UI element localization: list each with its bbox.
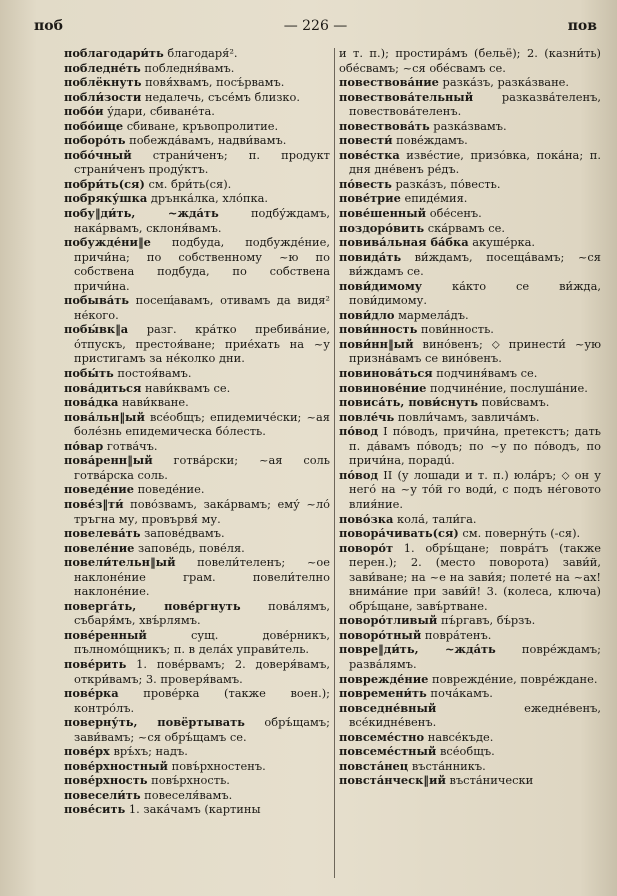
dictionary-entry [339,177,601,192]
entry-headword: повествова́ние [339,75,439,90]
entry-headword: пове́рх [64,744,110,759]
entry-definition: готва́рски; ~ая соль готва́рска соль. [74,453,330,482]
entry-definition: все́общъ; епидемиче́ски; ~ая боле́знь епидемическа бо́лесть. [74,409,330,439]
entry-headword: поворо́тливый [339,613,438,628]
dictionary-entry [64,148,330,177]
entry-headword: пови́нность [339,322,418,337]
entry-headword: пове́стка [339,147,400,162]
entry-definition: благодаря́². [163,46,238,60]
entry-definition: повра́тенъ. [421,627,492,642]
entry-headword: повеле́ние [64,540,135,555]
entry-headword: пове́ренный [64,627,147,642]
entry-definition: разг. кра́тко пребива́ние, о́тпускъ, престоя́ване; прие́хать на ~у пристигамъ за не́колко дни. [74,322,330,366]
dictionary-entry [64,802,330,817]
entry-headword: повествова́тельный [339,89,474,104]
dictionary-entry [339,235,601,250]
entry-headword: по́вар [64,438,104,453]
entry-headword: повида́ть [339,249,402,264]
entry-definition: ска́рвамъ се. [424,220,505,235]
dictionary-entry [64,526,330,541]
entry-headword: повседне́вный [339,700,437,715]
dictionary-entry [64,104,330,119]
entry-definition: прове́рка (также воен.); контро́лъ. [74,686,330,715]
dictionary-entry [339,672,601,687]
dictionary-entry [64,715,330,744]
dictionary-entry [339,701,601,730]
entry-definition: у́дари, сбиване́та. [103,104,215,119]
entry-definition: запове́дь, пове́ля. [134,540,245,555]
entry-headword: повелева́ть [64,526,141,541]
entry-definition: разка́звамъ. [429,118,507,133]
dictionary-entry [64,686,330,715]
entry-headword: поверга́ть, пове́ргнуть [64,598,241,613]
dictionary-entry [339,424,601,468]
dictionary-entry [64,75,330,90]
entry-headword: повели́тельн‖ый [64,555,176,570]
entry-definition: въста́нически [445,773,534,788]
entry-headword: по́весть [339,176,392,191]
entry-definition: пъ́ргавъ, бъ́рзъ. [437,613,536,628]
dictionary-entry [339,75,601,90]
entry-headword: поблёкнуть [64,75,142,90]
entry-definition: обръ́щамъ; зави́вамъ; ~ся обръ́щамъ се. [74,715,331,744]
dictionary-entry [339,308,601,323]
dictionary-entry [339,191,601,206]
entry-definition: пове́ждамъ. [392,133,468,148]
right-column [339,46,601,788]
entry-definition: повъ́рхность. [147,773,230,788]
entry-headword: поблагодари́ть [64,46,164,60]
dictionary-entry [339,395,601,410]
entry-definition: разка́зъ, по́весть. [391,176,501,191]
entry-definition: поча́камъ. [426,686,493,701]
dictionary-entry [64,744,330,759]
entry-headword: по́вод [339,424,379,439]
dictionary-entry [64,482,330,497]
dictionary-entry [64,773,330,788]
entry-definition: см. поверну́ть (-ся). [458,526,581,541]
entry-headword: побо́и [64,104,104,119]
entry-definition: разказва́теленъ, повествова́теленъ. [349,89,601,119]
dictionary-entry [339,468,601,512]
entry-headword: повествова́ть [339,118,430,133]
entry-headword: поверну́ть, повёртывать [64,715,245,730]
entry-definition: повли́чамъ, завлича́мъ. [394,409,540,424]
dictionary-entry [339,526,601,541]
dictionary-entry [339,221,601,236]
entry-definition: ка́кто се ви́жда, пови́димому. [349,278,601,308]
entry-headword: пова́ренн‖ый [64,453,153,468]
dictionary-entry [64,453,330,482]
dictionary-entry [64,293,330,322]
dictionary-entry [339,46,601,75]
entry-headword: повсеме́стный [339,744,437,759]
entry-headword: побы́вк‖а [64,322,129,337]
dictionary-entry [64,788,330,803]
dictionary-entry [339,148,601,177]
entry-definition: вино́венъ; ⬦ принести́ ~ую призна́вамъ се вино́венъ. [349,336,601,366]
entry-headword: побо́чный [64,147,132,162]
entry-headword: побряку́шка [64,191,148,206]
dictionary-entry [64,61,330,76]
entry-headword: пова́дка [64,395,119,410]
dictionary-entry [64,133,330,148]
entry-definition: 1. зака́чамъ (картины [125,802,261,817]
dictionary-entry [339,686,601,701]
dictionary-entry [339,366,601,381]
entry-definition: дрънка́лка, хло́пка. [147,191,268,206]
entry-definition: акуше́рка. [468,235,536,250]
entry-headword: побо́ище [64,118,124,133]
entry-headword: пова́диться [64,380,142,395]
entry-definition: повеселя́вамъ. [140,787,233,802]
dictionary-entry [339,759,601,774]
entry-headword: поворо́тный [339,627,422,642]
entry-definition: все́общъ. [436,744,495,759]
dictionary-entry [64,497,330,526]
entry-definition: изве́стие, призо́вка, пока́на; п. дня дне́венъ ре́дъ. [349,147,601,177]
entry-definition: II (у лошади и т. п.) юла́ръ; ⬦ он у него́ на ~у то́й го води́, с подъ не́говото влия́ние. [349,467,601,511]
entry-definition: повели́теленъ; ~ое наклоне́ние грам. повели́телно наклоне́ние. [74,555,330,599]
dictionary-entry [339,381,601,396]
dictionary-entry [64,759,330,774]
entry-headword: пове́рхность [64,773,148,788]
dictionary-entry [64,657,330,686]
entry-headword: пово́зка [339,511,394,526]
entry-definition: подбу́ждамъ, нака́рвамъ, склоня́вамъ. [74,206,330,235]
entry-definition: връ́хъ; надъ. [109,744,188,759]
entry-definition: обе́сенъ. [426,206,482,221]
dictionary-entry [339,279,601,308]
entry-definition: I по́водъ, причи́на, претекстъ; дать п. да́вамъ по́водъ; по ~у по по́водъ, по причи́на, порадú. [349,424,601,468]
page-header [34,18,597,40]
entry-definition: въста́нникъ. [408,758,486,773]
entry-definition: нави́кване. [118,395,189,410]
dictionary-entry [64,410,330,439]
entry-headword: пове́з‖ти́ [64,496,124,511]
entry-headword: побу‖ди́ть, ~жда́ть [64,206,219,221]
dictionary-entry [339,322,601,337]
entry-headword: побри́ть(ся) [64,176,145,191]
entry-definition: запове́двамъ. [140,526,225,541]
entry-headword: повинова́ться [339,366,433,381]
entry-headword: поздоро́вить [339,220,425,235]
entry-headword: повести́ [339,133,393,148]
column-divider [334,48,335,878]
entry-headword: повиса́ть, пови́снуть [339,395,478,410]
entry-headword: пова́льн‖ый [64,409,145,424]
dictionary-entry [64,206,330,235]
entry-headword: повре‖ди́ть, ~жда́ть [339,642,496,657]
entry-definition: кола́, тали́га. [393,511,477,526]
entry-definition: см. бри́ть(ся). [144,176,232,191]
entry-definition: недалечь, съсе́мъ близко. [141,89,301,104]
entry-definition: мармела́дъ. [394,307,469,322]
dictionary-entry [64,119,330,134]
entry-headword: поврежде́ние [339,671,429,686]
entry-definition: пова́лямъ, събаря́мъ, хвъ́рлямъ. [74,598,330,628]
dictionary-entry [339,206,601,221]
entry-definition: пови́свамъ. [478,395,550,410]
entry-definition: подчине́ние, послуша́ние. [426,380,588,395]
entry-headword: пове́трие [339,191,401,206]
left-column [64,46,330,817]
entry-definition: посещ́авамъ, отивамъ да видя² не́кого. [74,293,330,322]
entry-headword: повинове́ние [339,380,427,395]
entry-headword: побыва́ть [64,293,130,308]
entry-headword: пове́сить [64,802,126,817]
dictionary-entry [64,90,330,105]
entry-headword: побы́ть [64,366,114,381]
right-guide-word: пов [567,18,597,34]
dictionary-entry [64,555,330,599]
entry-definition: пови́нность. [417,322,494,337]
dictionary-entry [64,628,330,657]
entry-headword: повремени́ть [339,686,427,701]
entry-definition: постоя́вамъ. [113,366,192,381]
entry-definition: повъ́рхностенъ. [167,758,266,773]
entry-headword: повива́льная ба́бка [339,235,469,250]
dictionary-entry [64,191,330,206]
entry-headword: повсеме́стно [339,729,425,744]
dictionary-entry [339,337,601,366]
entry-headword: поборо́ть [64,133,126,148]
entry-definition: ви́ждамъ, посеща́вамъ; ~ся ви́ждамъ се. [349,249,601,279]
entry-definition: и т. п.); простиpа́мъ (бельё); 2. (казни́ть) обе́свамъ; ~ся обе́свамъ се. [339,46,601,75]
entry-definition: 1. обръ́щане; повра́тъ (также перен.); 2. (место поворота) зави́й, зави́ване; на ~е на зави́я; полете́ на ~ах! внима́ние при зави́й! 3. (колеса, ключа) обръ́щане, завъ́ртване. [349,540,601,613]
dictionary-entry [339,628,601,643]
entry-definition: подчиня́вамъ се. [432,366,538,381]
entry-headword: пови́дло [339,307,395,322]
entry-headword: пове́рка [64,686,119,701]
dictionary-entry [339,410,601,425]
left-guide-word: поб [34,18,63,34]
dictionary-entry [64,46,330,61]
entry-headword: поворо́т [339,540,394,555]
dictionary-entry [339,250,601,279]
dictionary-entry [339,512,601,527]
entry-headword: повле́чь [339,409,395,424]
dictionary-entry [64,541,330,556]
page-number: — 226 — [283,18,348,34]
entry-headword: пови́димому [339,278,423,293]
entry-definition: разка́зъ, разка́зване. [438,75,570,90]
dictionary-entry [339,773,601,788]
dictionary-entry [64,322,330,366]
entry-headword: побледне́ть [64,60,141,75]
dictionary-entry [64,599,330,628]
dictionary-entry [64,381,330,396]
dictionary-entry [64,235,330,293]
entry-headword: пови́нн‖ый [339,336,414,351]
dictionary-entry [339,744,601,759]
entry-definition: готва́чъ. [103,438,158,453]
entry-definition: нави́квамъ се. [141,380,231,395]
entry-headword: побли́зости [64,89,142,104]
dictionary-entry [64,439,330,454]
entry-definition: побледня́вамъ. [140,60,235,75]
entry-headword: повора́чивать(ся) [339,526,459,541]
entry-headword: по́вод [339,467,379,482]
dictionary-entry [339,642,601,671]
entry-definition: повре́ждамъ; разва́лямъ. [349,642,602,671]
entry-definition: повя́хвамъ, посъ́рвамъ. [141,75,285,90]
dictionary-entry [339,730,601,745]
entry-definition: ежедне́венъ, все́кидне́венъ. [349,700,601,730]
entry-definition: сбиване, кръвопролитие. [123,118,279,133]
dictionary-entry [339,119,601,134]
entry-headword: побужде́ни‖е [64,235,151,250]
entry-definition: навсе́къде. [424,729,494,744]
entry-definition: страни́ченъ; п. продукт страни́ченъ проду́ктъ. [74,147,330,177]
entry-definition: епиде́мия. [400,191,468,206]
entry-definition: 1. пове́рвамъ; 2. довеpя́вамъ, откри́вамъ; 3. провеpя́вамъ. [74,656,330,686]
dictionary-entry [339,613,601,628]
entry-headword: пове́шенный [339,206,427,221]
entry-headword: поведе́ние [64,482,134,497]
dictionary-entry [64,395,330,410]
entry-definition: сущ. дове́рникъ, пълномо́щникъ; п. в дела́х управи́тель. [74,627,330,657]
entry-definition: пово́звамъ, зака́рвамъ; ему́ ~ло́ тръгна му, провървя́ му. [74,496,330,526]
dictionary-entry [339,133,601,148]
entry-headword: пове́рхностный [64,758,168,773]
entry-headword: повста́нческ‖ий [339,773,446,788]
entry-headword: повста́нец [339,758,409,773]
entry-definition: поведе́ние. [133,482,205,497]
entry-definition: побежда́вамъ, надви́вамъ. [125,133,287,148]
entry-definition: поврежде́ние, повре́ждане. [428,671,598,686]
dictionary-entry [64,366,330,381]
dictionary-entry [64,177,330,192]
entry-definition: подбуда, подбужде́ние, причи́на; по собственному ~ю по собствена подбуда, по собствена причи́на. [74,235,330,293]
entry-headword: пове́рить [64,656,127,671]
dictionary-entry [339,90,601,119]
dictionary-entry [339,541,601,614]
entry-headword: повесели́ть [64,787,141,802]
